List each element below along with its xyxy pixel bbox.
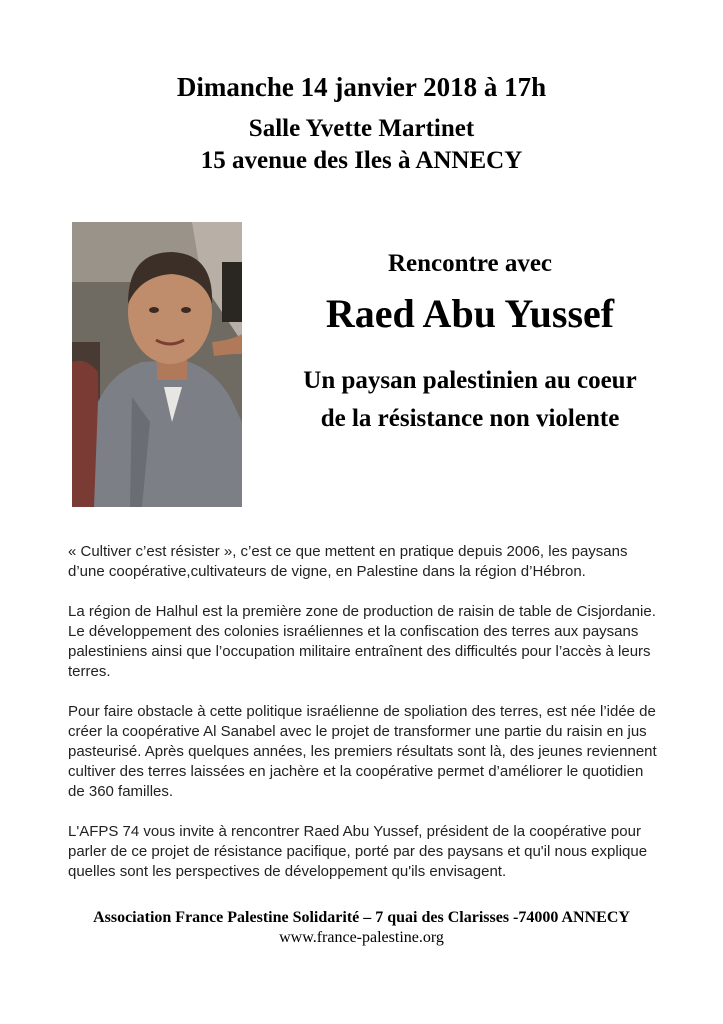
- speaker-name: Raed Abu Yussef: [325, 291, 615, 336]
- speaker-subtitle: [255, 362, 685, 438]
- event-date-time: Dimanche 14 janvier 2018 à 17h: [176, 72, 547, 102]
- paragraph: Pour faire obstacle à cette politique israélienne de spoliation des terres, est née l’idée de créer la coopérative Al Sanabel avec le projet de transformer une partie du raisin en jus pasteurisé. Après quelques années, les premiers résultats sont là, des jeunes reviennent cultiver des terres laissées en jachère et la coopérative permet d’améliorer le quotidien de 360 familles.: [68, 703, 657, 800]
- speaker-portrait-illustration: [72, 222, 242, 507]
- paragraph: La région de Halhul est la première zone de production de raisin de table de Cisjordanie. Le développement des colonies israéliennes et la confiscation des terres aux paysans palestiniens ainsi que l’occupation militaire entraînent des difficultés pour l’accès à leurs terres.: [68, 603, 656, 680]
- footer-website-link[interactable]: www.france-palestine.org: [279, 929, 444, 946]
- footer: [0, 908, 723, 948]
- description-text: [68, 542, 658, 902]
- event-address: 15 avenue des Iles à ANNECY: [200, 147, 523, 174]
- speaker-subtitle-line-2: de la résistance non violente: [320, 405, 620, 432]
- paragraph: « Cultiver c’est résister », c’est ce que mettent en pratique depuis 2006, les paysans d’une coopérative,cultivateurs de vigne, en Palestine dans la région d’Hébron.: [68, 543, 628, 580]
- intro-kicker: Rencontre avec: [387, 250, 553, 277]
- event-venue: Salle Yvette Martinet: [248, 115, 475, 142]
- speaker-portrait: [72, 222, 242, 507]
- event-header: [0, 70, 723, 177]
- footer-association: Association France Palestine Solidarité – 7 quai des Clarisses -74000 ANNECY: [93, 909, 630, 926]
- paragraph: L'AFPS 74 vous invite à rencontrer Raed Abu Yussef, président de la coopérative pour parler de ce projet de résistance pacifique, porté par des paysans et qu'il nous explique quelles sont les perspectives de développement qu'ils envisagent.: [68, 823, 648, 880]
- speaker-subtitle-line-1: Un paysan palestinien au coeur: [303, 367, 637, 394]
